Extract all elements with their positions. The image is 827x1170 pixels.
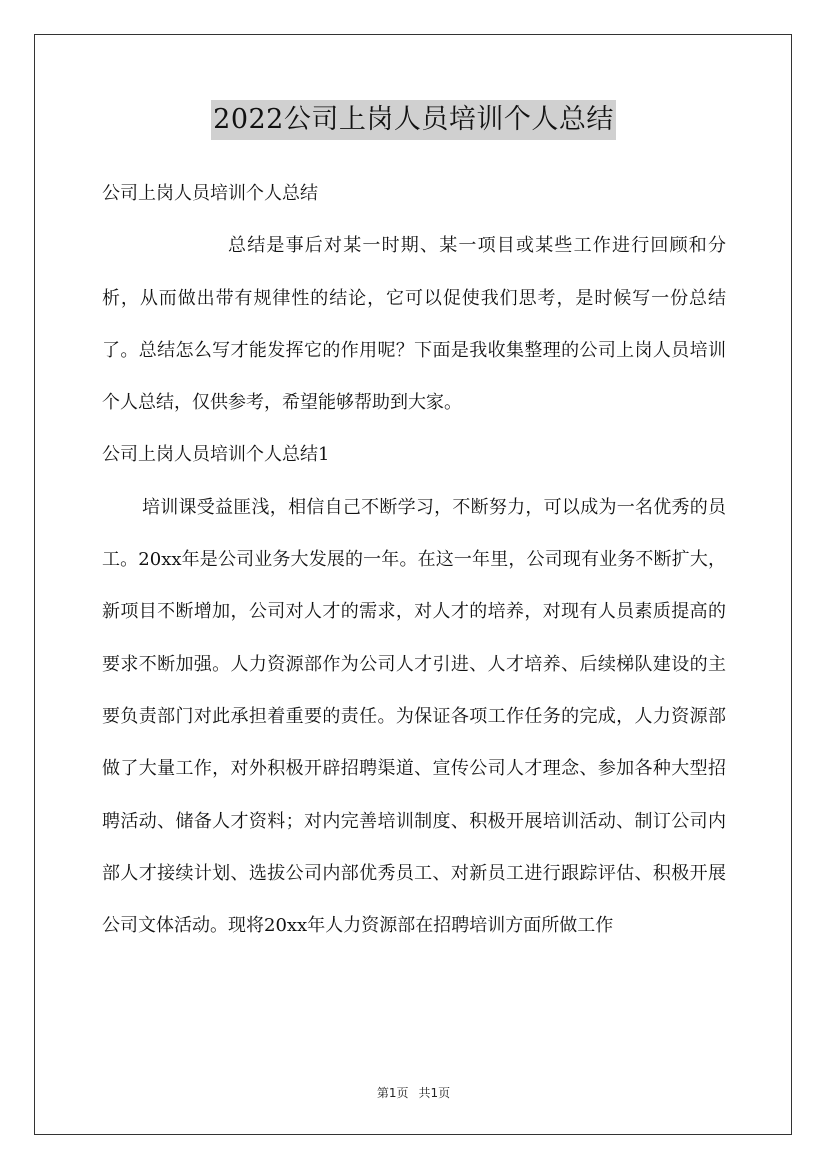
document-title: 2022公司上岗人员培训个人总结	[211, 100, 616, 140]
section-heading: 公司上岗人员培训个人总结1	[102, 444, 330, 466]
document-body	[102, 168, 726, 952]
title-container	[0, 100, 827, 140]
page-number: 第1页	[376, 1086, 409, 1100]
subtitle: 公司上岗人员培训个人总结	[102, 183, 318, 204]
page-footer	[0, 1084, 827, 1101]
intro-paragraph: 总结是事后对某一时期、某一项目或某些工作进行回顾和分析，从而做出带有规律性的结论，它可以促使我们思考，是时候写一份总结了。总结怎么写才能发挥它的作用呢？下面是我收集整理的公司上岗人员培训个人总结，仅供参考，希望能够帮助到大家。	[102, 235, 726, 414]
section-paragraph: 培训课受益匪浅，相信自己不断学习，不断努力，可以成为一名优秀的员工。20xx年是公司业务大发展的一年。在这一年里，公司现有业务不断扩大，新项目不断增加，公司对人才的需求，对人才的培养，对现有人员素质提高的要求不断加强。人力资源部作为公司人才引进、人才培养、后续梯队建设的主要负责部门对此承担着重要的责任。为保证各项工作任务的完成，人力资源部做了大量工作，对外积极开辟招聘渠道、宣传公司人才理念、参加各种大型招聘活动、储备人才资料；对内完善培训制度、积极开展培训活动、制订公司内部人才接续计划、选拔公司内部优秀员工、对新员工进行跟踪评估、积极开展公司文体活动。现将20xx年人力资源部在招聘培训方面所做工作	[102, 496, 726, 937]
page-total: 共1页	[418, 1086, 451, 1100]
